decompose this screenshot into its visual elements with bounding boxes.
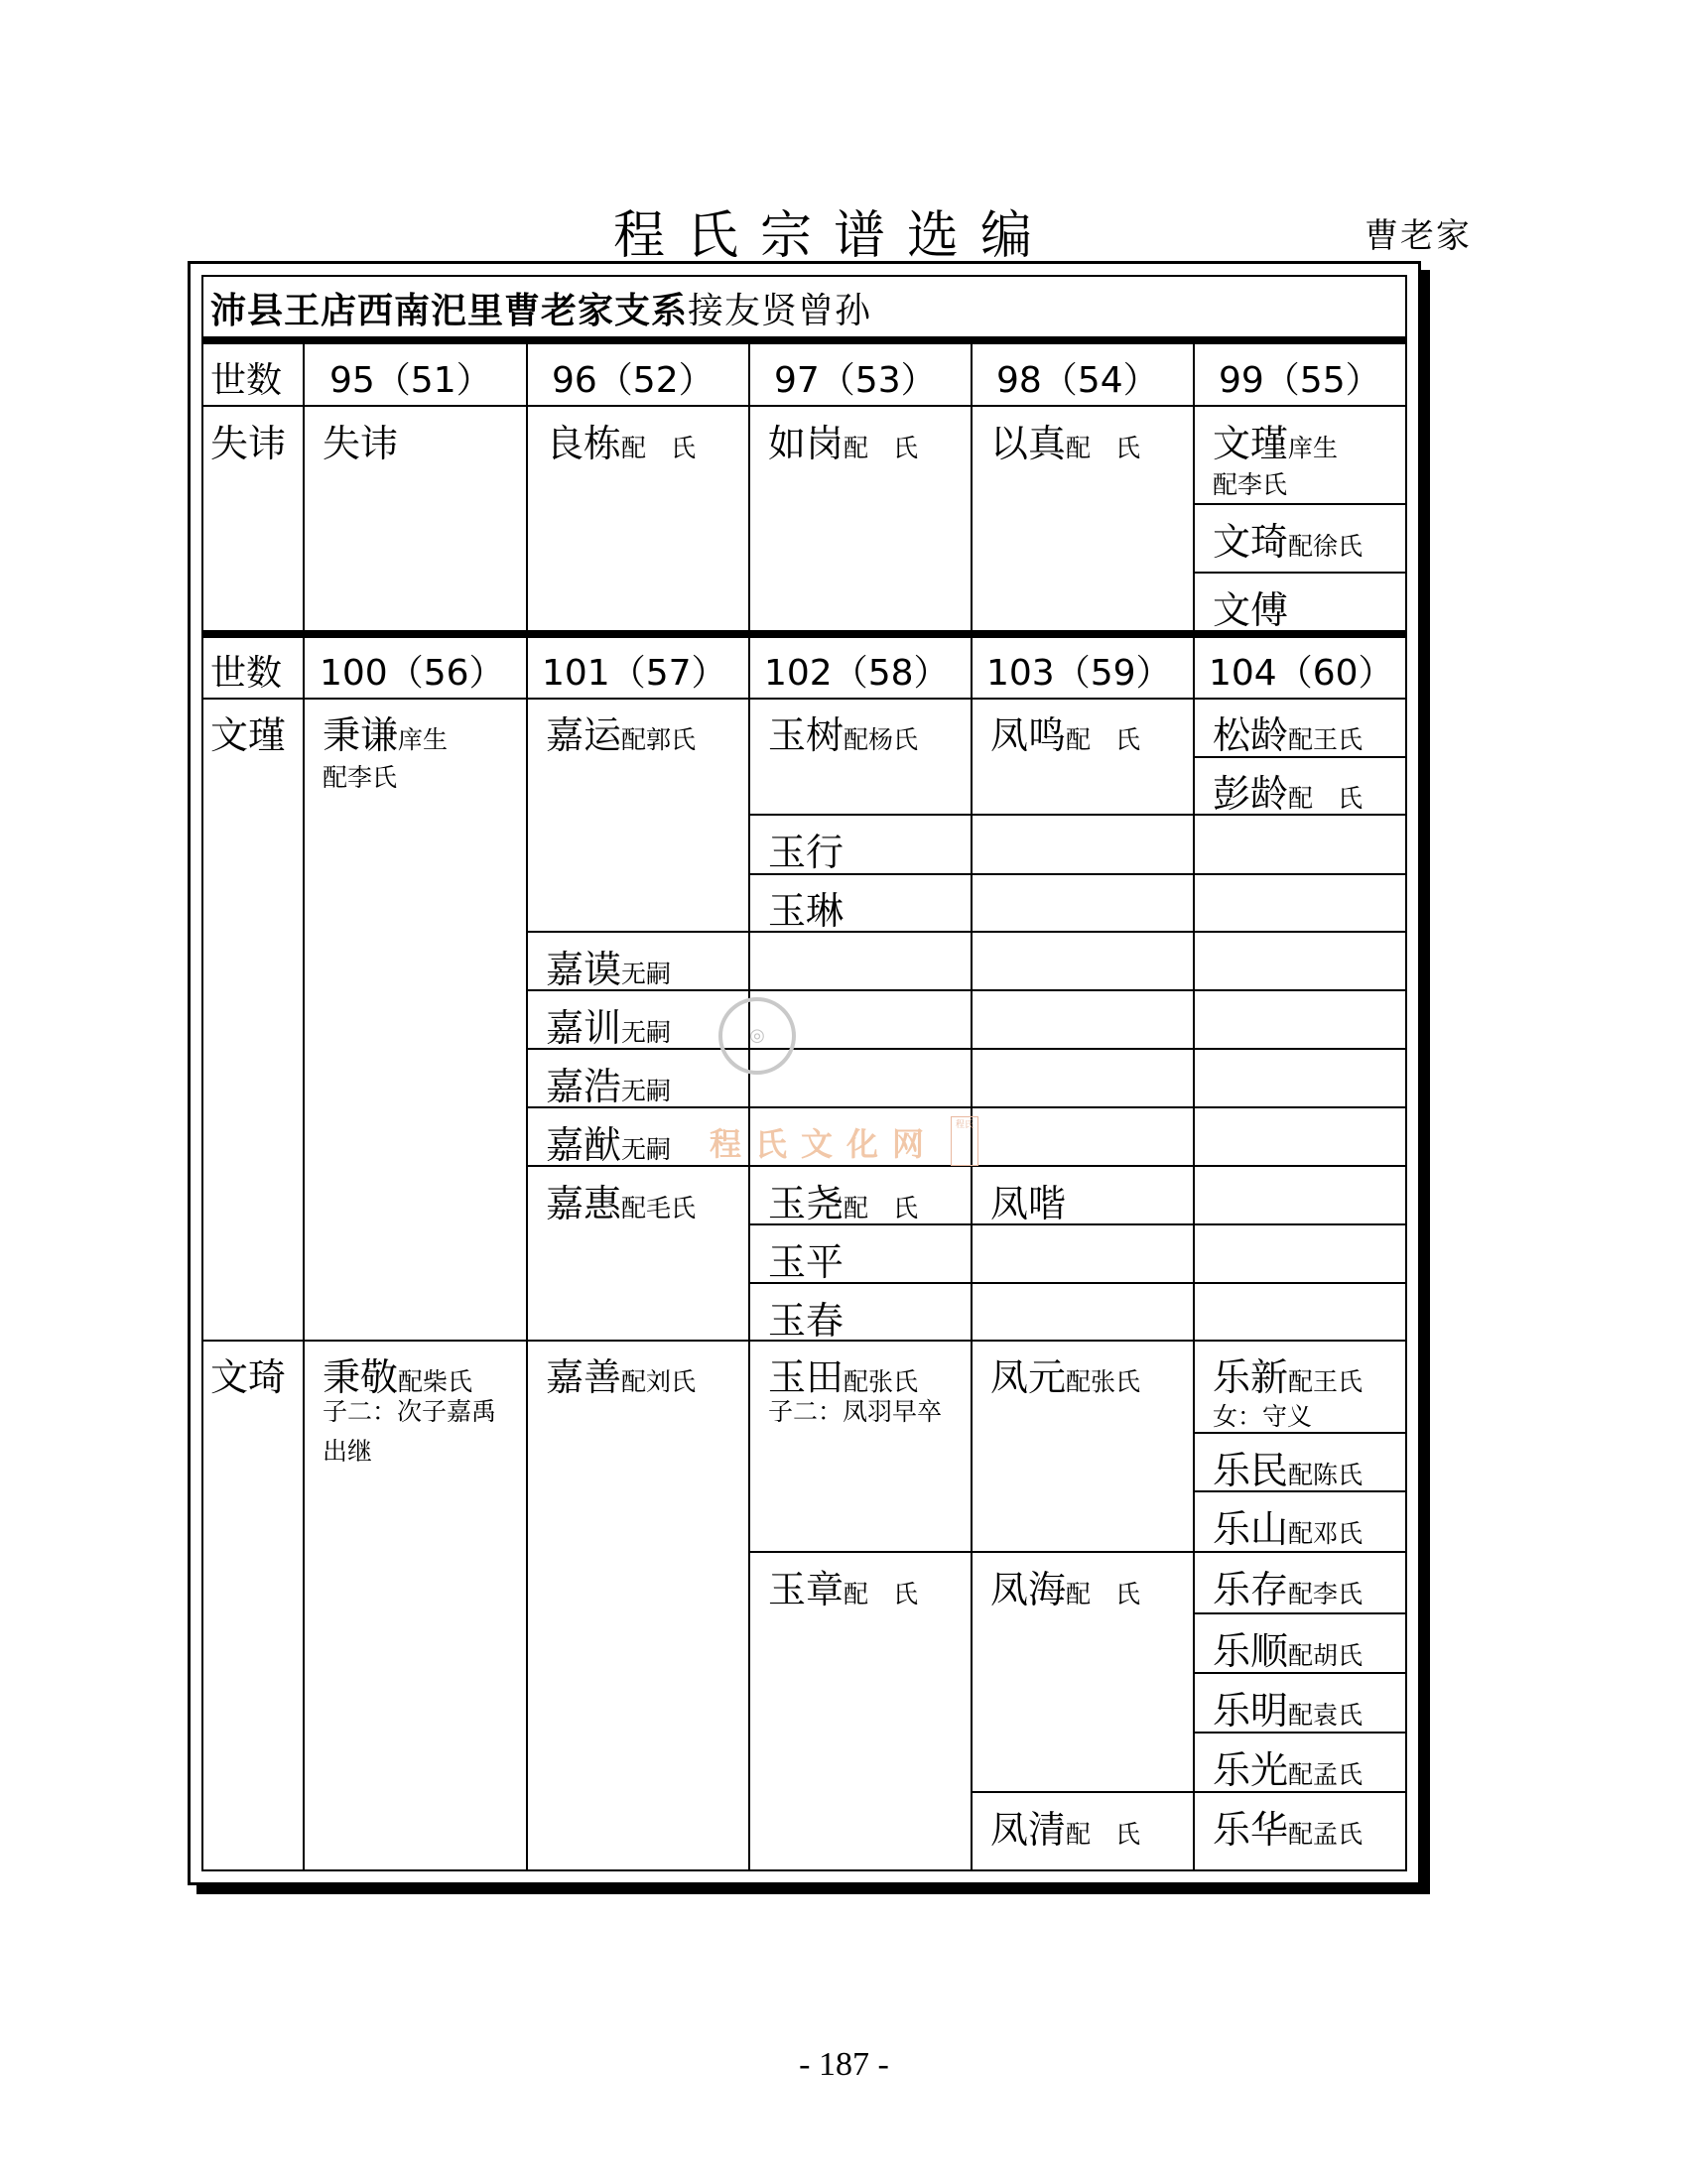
grid-line [1193,503,1407,505]
person-entry [1213,1440,1363,1494]
person-entry [323,705,448,759]
grid-line [201,405,1407,407]
grid-line [303,344,305,630]
spouse-note: 无嗣 [621,1135,672,1164]
person-entry [546,705,696,759]
person-entry [1213,1498,1363,1553]
spouse-note: 配孟氏 [1288,1760,1363,1789]
person-entry [546,997,671,1052]
spouse-note: 配 氏 [1066,725,1141,754]
spouse-note: 配李氏 [1288,1580,1363,1608]
grid-line [1193,344,1195,630]
person-name: 乐明 [1213,1689,1289,1733]
spouse-note: 配王氏 [1288,1367,1363,1396]
spouse-note: 配 氏 [844,434,919,462]
person-entry [546,413,696,467]
page-number: - 187 - [799,2046,889,2083]
grid-line [1193,572,1407,574]
spouse-note: 无嗣 [621,960,672,988]
person-name: 彭龄 [1213,772,1289,816]
person-entry [546,1114,671,1169]
person-entry [1213,1559,1363,1613]
spouse-note: 配李氏 [1213,470,1288,499]
person-name: 失讳 [323,422,399,465]
person-entry [768,1559,918,1613]
grid-line [201,698,1407,700]
person-entry [1213,705,1363,759]
person-name: 凤喈 [990,1182,1067,1225]
person-entry [546,1347,696,1401]
gen-header: 104（60） [1209,653,1394,694]
person-name: 乐山 [1213,1507,1289,1551]
person-name: 文瑾 [1213,422,1289,465]
gen-header: 95（51） [329,360,492,401]
person-name: 文琦 [1213,520,1289,564]
gen-header: 100（56） [320,653,505,694]
row-label: 文瑾 [210,713,287,757]
person-name: 乐光 [1213,1748,1289,1792]
spouse-note: 配徐氏 [1288,532,1363,561]
spouse-note: 配 氏 [1066,1820,1141,1849]
frame-shadow-right [1421,270,1430,1894]
person-entry [990,1347,1140,1401]
person-name: 文傅 [1213,588,1289,632]
gen-header: 97（53） [774,360,937,401]
person-name: 玉尧 [768,1182,844,1225]
spouse-note: 配张氏 [1066,1367,1141,1396]
person-entry [1213,579,1288,634]
spouse-note: 配毛氏 [621,1194,697,1222]
gen-header: 99（55） [1219,360,1381,401]
person-name: 玉琳 [768,889,844,933]
spouse-note: 配郭氏 [621,725,697,754]
grid-line [526,931,1407,933]
person-name: 凤元 [990,1355,1067,1399]
person-name: 良栋 [546,422,622,465]
frame-shadow-bottom [196,1885,1430,1894]
spouse-note: 配刘氏 [621,1367,697,1396]
gen-header: 98（54） [996,360,1159,401]
person-name: 嘉惠 [546,1182,622,1225]
person-name: 乐新 [1213,1355,1289,1399]
person-name: 玉田 [768,1355,844,1399]
person-name: 嘉猷 [546,1123,622,1167]
spouse-note: 无嗣 [621,1077,672,1105]
person-name: 秉敬 [323,1355,399,1399]
row-label: 文琦 [210,1355,287,1399]
gen-header: 101（57） [542,653,727,694]
branch-name: 沛县王店西南汜里曹老家支系 [210,291,689,331]
person-name: 乐民 [1213,1449,1289,1492]
person-name: 乐存 [1213,1568,1289,1611]
person-name: 嘉训 [546,1006,622,1050]
person-entry [768,1231,844,1286]
spouse-note: 配孟氏 [1288,1820,1363,1849]
person-name: 嘉善 [546,1355,622,1399]
person-entry [546,1173,696,1227]
person-entry [990,1799,1140,1854]
person-name: 玉春 [768,1299,844,1343]
grid-line [526,638,528,1871]
person-entry [990,1173,1066,1227]
spouse-note: 配李氏 [323,763,398,792]
row-label: 失讳 [210,422,287,465]
gen-header: 96（52） [552,360,714,401]
person-name: 乐顺 [1213,1629,1289,1673]
person-entry [768,822,844,876]
person-entry [1213,511,1363,566]
person-entry [546,1056,671,1110]
watermark-seal-icon: ◎ [718,997,796,1075]
spouse-note: 配 氏 [844,1580,919,1608]
person-entry [1213,1799,1363,1854]
grid-line [971,638,973,1871]
spouse-note: 庠生 [398,725,449,754]
gen-label: 世数 [210,653,283,694]
spouse-note: 无嗣 [621,1018,672,1047]
person-entry [1213,1347,1363,1401]
person-entry [768,1173,918,1227]
branch-tag: 曹老家 [1364,216,1472,256]
branch-note: 接友贤曾孙 [688,291,872,331]
spouse-note: 配王氏 [1288,725,1363,754]
person-entry [1213,413,1338,467]
person-entry [768,880,844,935]
person-name: 玉行 [768,831,844,874]
spouse-note: 配袁氏 [1288,1701,1363,1730]
spouse-note: 庠生 [1288,434,1339,462]
child-note: 子二：凤羽早卒 [768,1397,943,1426]
person-entry [990,1559,1140,1613]
child-note: 子二：次子嘉禹 [323,1397,497,1426]
person-name: 玉平 [768,1240,844,1284]
spouse-note: 配杨氏 [844,725,919,754]
spouse-note: 配 氏 [1288,784,1363,813]
person-entry [768,705,918,759]
spouse-note: 配 氏 [844,1194,919,1222]
gen-header: 102（58） [764,653,950,694]
person-name: 凤鸣 [990,713,1067,757]
grid-line [748,344,750,630]
person-entry [768,1290,844,1345]
grid-line [1193,638,1195,1871]
grid-line [748,873,1407,875]
spouse-note: 配 氏 [621,434,697,462]
watermark-text: 程氏文化网 [710,1125,939,1163]
person-entry [1213,1739,1363,1794]
spouse-note: 配 氏 [1066,1580,1141,1608]
person-entry [1213,1620,1363,1675]
person-name: 凤海 [990,1568,1067,1611]
gen-header: 103（59） [986,653,1172,694]
grid-line [748,1282,1407,1284]
person-name: 秉谦 [323,713,399,757]
child-note: 女：守义 [1213,1402,1313,1431]
page-title: 程氏宗谱选编 [612,206,1054,266]
spouse-note: 配张氏 [844,1367,919,1396]
person-name: 如岗 [768,422,844,465]
child-note: 出继 [323,1437,373,1466]
spouse-note: 配陈氏 [1288,1461,1363,1489]
person-entry [1213,763,1363,818]
person-name: 嘉浩 [546,1065,622,1108]
person-entry [546,939,671,993]
grid-line [526,344,528,630]
gen-label: 世数 [210,360,283,401]
person-name: 玉树 [768,713,844,757]
grid-line [971,344,973,630]
person-entry [990,705,1140,759]
person-entry [990,413,1140,467]
person-name: 玉章 [768,1568,844,1611]
spouse-note: 配邓氏 [1288,1519,1363,1548]
person-name: 嘉谟 [546,948,622,991]
person-name: 以真 [990,422,1067,465]
spouse-note: 配胡氏 [1288,1641,1363,1670]
heading-separator [201,336,1407,344]
watermark-stamp-icon: 程氏 [951,1116,978,1166]
person-name: 乐华 [1213,1808,1289,1852]
person-entry [768,413,918,467]
spouse-note: 配柴氏 [398,1367,473,1396]
person-entry [1213,1680,1363,1734]
person-name: 松龄 [1213,713,1289,757]
person-name: 凤清 [990,1808,1067,1852]
person-name: 嘉运 [546,713,622,757]
grid-line [748,638,750,1871]
branch-heading [210,283,871,333]
spouse-note: 配 氏 [1066,434,1141,462]
grid-line [303,638,305,1871]
